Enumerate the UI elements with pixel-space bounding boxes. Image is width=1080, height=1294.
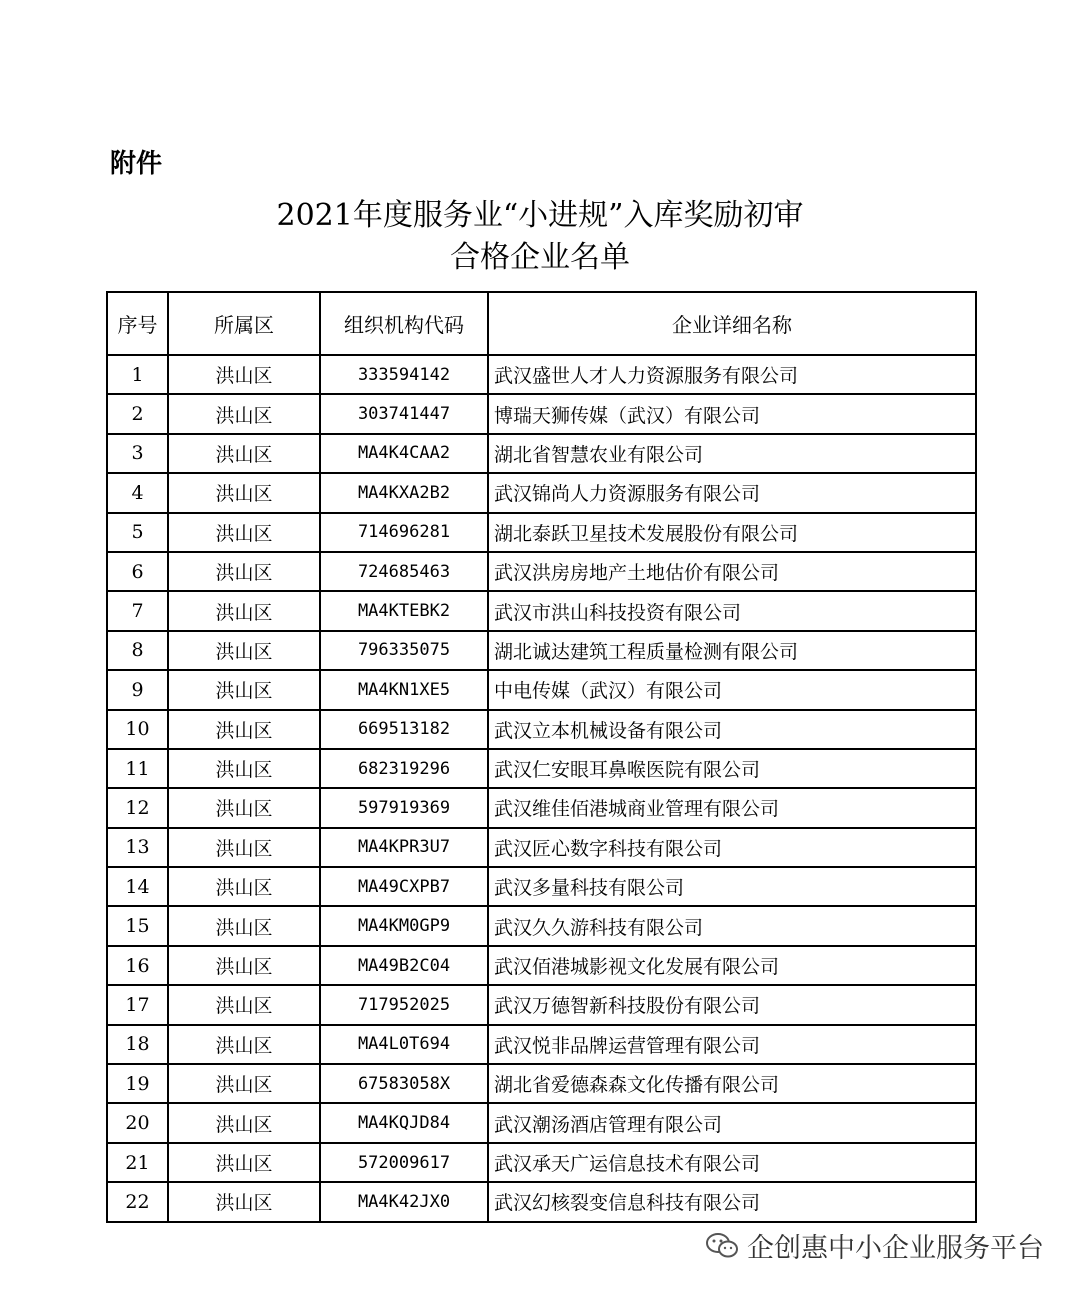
row-company-name: 武汉佰港城影视文化发展有限公司 xyxy=(488,946,976,985)
row-index: 18 xyxy=(107,1025,168,1064)
row-index: 4 xyxy=(107,473,168,512)
row-org-code: 67583058X xyxy=(320,1064,488,1103)
row-district: 洪山区 xyxy=(168,946,320,985)
table-row xyxy=(107,946,976,985)
row-index: 5 xyxy=(107,513,168,552)
table-row xyxy=(107,985,976,1024)
row-org-code: MA4L0T694 xyxy=(320,1025,488,1064)
row-index: 13 xyxy=(107,828,168,867)
row-district: 洪山区 xyxy=(168,1064,320,1103)
row-index: 16 xyxy=(107,946,168,985)
row-index: 22 xyxy=(107,1182,168,1221)
row-district: 洪山区 xyxy=(168,828,320,867)
row-company-name: 湖北省智慧农业有限公司 xyxy=(488,434,976,473)
row-company-name: 湖北泰跃卫星技术发展股份有限公司 xyxy=(488,513,976,552)
table-row xyxy=(107,1025,976,1064)
row-district: 洪山区 xyxy=(168,788,320,827)
row-company-name: 武汉仁安眼耳鼻喉医院有限公司 xyxy=(488,749,976,788)
row-org-code: MA49CXPB7 xyxy=(320,867,488,906)
row-district: 洪山区 xyxy=(168,710,320,749)
row-index: 1 xyxy=(107,355,168,394)
row-district: 洪山区 xyxy=(168,1025,320,1064)
row-org-code: MA4KXA2B2 xyxy=(320,473,488,512)
row-company-name: 武汉锦尚人力资源服务有限公司 xyxy=(488,473,976,512)
table-row xyxy=(107,906,976,945)
row-company-name: 武汉悦非品牌运营管理有限公司 xyxy=(488,1025,976,1064)
row-org-code: 714696281 xyxy=(320,513,488,552)
row-company-name: 武汉洪房房地产土地估价有限公司 xyxy=(488,552,976,591)
table-row xyxy=(107,434,976,473)
row-district: 洪山区 xyxy=(168,473,320,512)
watermark xyxy=(705,1226,1044,1265)
row-district: 洪山区 xyxy=(168,394,320,433)
row-index: 14 xyxy=(107,867,168,906)
row-index: 9 xyxy=(107,670,168,709)
row-index: 12 xyxy=(107,788,168,827)
row-index: 2 xyxy=(107,394,168,433)
row-district: 洪山区 xyxy=(168,906,320,945)
row-org-code: 717952025 xyxy=(320,985,488,1024)
row-district: 洪山区 xyxy=(168,434,320,473)
table-row xyxy=(107,1143,976,1182)
table-row xyxy=(107,591,976,630)
table-row xyxy=(107,552,976,591)
row-district: 洪山区 xyxy=(168,1103,320,1142)
table-row xyxy=(107,513,976,552)
row-index: 11 xyxy=(107,749,168,788)
row-company-name: 湖北诚达建筑工程质量检测有限公司 xyxy=(488,631,976,670)
row-index: 3 xyxy=(107,434,168,473)
row-company-name: 武汉维佳佰港城商业管理有限公司 xyxy=(488,788,976,827)
row-org-code: MA4KTEBK2 xyxy=(320,591,488,630)
document-title-line2: 合格企业名单 xyxy=(450,240,630,275)
row-org-code: 682319296 xyxy=(320,749,488,788)
row-index: 15 xyxy=(107,906,168,945)
header-company-name: 企业详细名称 xyxy=(488,292,976,355)
table-row xyxy=(107,355,976,394)
row-company-name: 武汉幻核裂变信息科技有限公司 xyxy=(488,1182,976,1221)
row-company-name: 武汉万德智新科技股份有限公司 xyxy=(488,985,976,1024)
row-org-code: 333594142 xyxy=(320,355,488,394)
table-header-row xyxy=(107,292,976,355)
row-org-code: 669513182 xyxy=(320,710,488,749)
row-company-name: 湖北省爱德森森文化传播有限公司 xyxy=(488,1064,976,1103)
row-index: 20 xyxy=(107,1103,168,1142)
row-district: 洪山区 xyxy=(168,631,320,670)
row-company-name: 武汉匠心数字科技有限公司 xyxy=(488,828,976,867)
header-index: 序号 xyxy=(107,292,168,355)
row-district: 洪山区 xyxy=(168,867,320,906)
table-row xyxy=(107,1064,976,1103)
row-district: 洪山区 xyxy=(168,749,320,788)
enterprise-list-table xyxy=(106,291,977,1223)
table-row xyxy=(107,1182,976,1221)
row-company-name: 武汉盛世人才人力资源服务有限公司 xyxy=(488,355,976,394)
wechat-icon xyxy=(705,1231,739,1261)
table-row xyxy=(107,670,976,709)
watermark-text: 企创惠中小企业服务平台 xyxy=(747,1233,1044,1264)
row-index: 8 xyxy=(107,631,168,670)
row-org-code: MA4KQJD84 xyxy=(320,1103,488,1142)
table-row xyxy=(107,631,976,670)
row-index: 6 xyxy=(107,552,168,591)
row-company-name: 武汉多量科技有限公司 xyxy=(488,867,976,906)
row-index: 7 xyxy=(107,591,168,630)
row-district: 洪山区 xyxy=(168,513,320,552)
document-title-line1: 2021年度服务业“小进规”入库奖励初审 xyxy=(276,198,804,233)
row-org-code: 303741447 xyxy=(320,394,488,433)
table-row xyxy=(107,394,976,433)
row-org-code: MA4KN1XE5 xyxy=(320,670,488,709)
table-row xyxy=(107,788,976,827)
row-district: 洪山区 xyxy=(168,1143,320,1182)
header-district: 所属区 xyxy=(168,292,320,355)
row-index: 21 xyxy=(107,1143,168,1182)
row-org-code: 572009617 xyxy=(320,1143,488,1182)
row-company-name: 博瑞天狮传媒（武汉）有限公司 xyxy=(488,394,976,433)
table-row xyxy=(107,867,976,906)
row-company-name: 武汉潮汤酒店管理有限公司 xyxy=(488,1103,976,1142)
row-org-code: 796335075 xyxy=(320,631,488,670)
row-index: 10 xyxy=(107,710,168,749)
row-index: 19 xyxy=(107,1064,168,1103)
attachment-label: 附件 xyxy=(110,149,163,179)
table-row xyxy=(107,710,976,749)
row-district: 洪山区 xyxy=(168,985,320,1024)
table-row xyxy=(107,1103,976,1142)
row-org-code: MA4K4CAA2 xyxy=(320,434,488,473)
row-company-name: 武汉承天广运信息技术有限公司 xyxy=(488,1143,976,1182)
row-org-code: MA49B2C04 xyxy=(320,946,488,985)
row-company-name: 武汉久久游科技有限公司 xyxy=(488,906,976,945)
row-org-code: 597919369 xyxy=(320,788,488,827)
header-org-code: 组织机构代码 xyxy=(320,292,488,355)
row-company-name: 武汉立本机械设备有限公司 xyxy=(488,710,976,749)
row-org-code: MA4K42JX0 xyxy=(320,1182,488,1221)
table-body xyxy=(107,355,976,1222)
row-district: 洪山区 xyxy=(168,552,320,591)
row-org-code: MA4KM0GP9 xyxy=(320,906,488,945)
row-org-code: MA4KPR3U7 xyxy=(320,828,488,867)
table-row xyxy=(107,828,976,867)
row-district: 洪山区 xyxy=(168,670,320,709)
row-company-name: 中电传媒（武汉）有限公司 xyxy=(488,670,976,709)
table-row xyxy=(107,473,976,512)
row-company-name: 武汉市洪山科技投资有限公司 xyxy=(488,591,976,630)
row-district: 洪山区 xyxy=(168,591,320,630)
row-index: 17 xyxy=(107,985,168,1024)
row-org-code: 724685463 xyxy=(320,552,488,591)
row-district: 洪山区 xyxy=(168,355,320,394)
row-district: 洪山区 xyxy=(168,1182,320,1221)
table-row xyxy=(107,749,976,788)
